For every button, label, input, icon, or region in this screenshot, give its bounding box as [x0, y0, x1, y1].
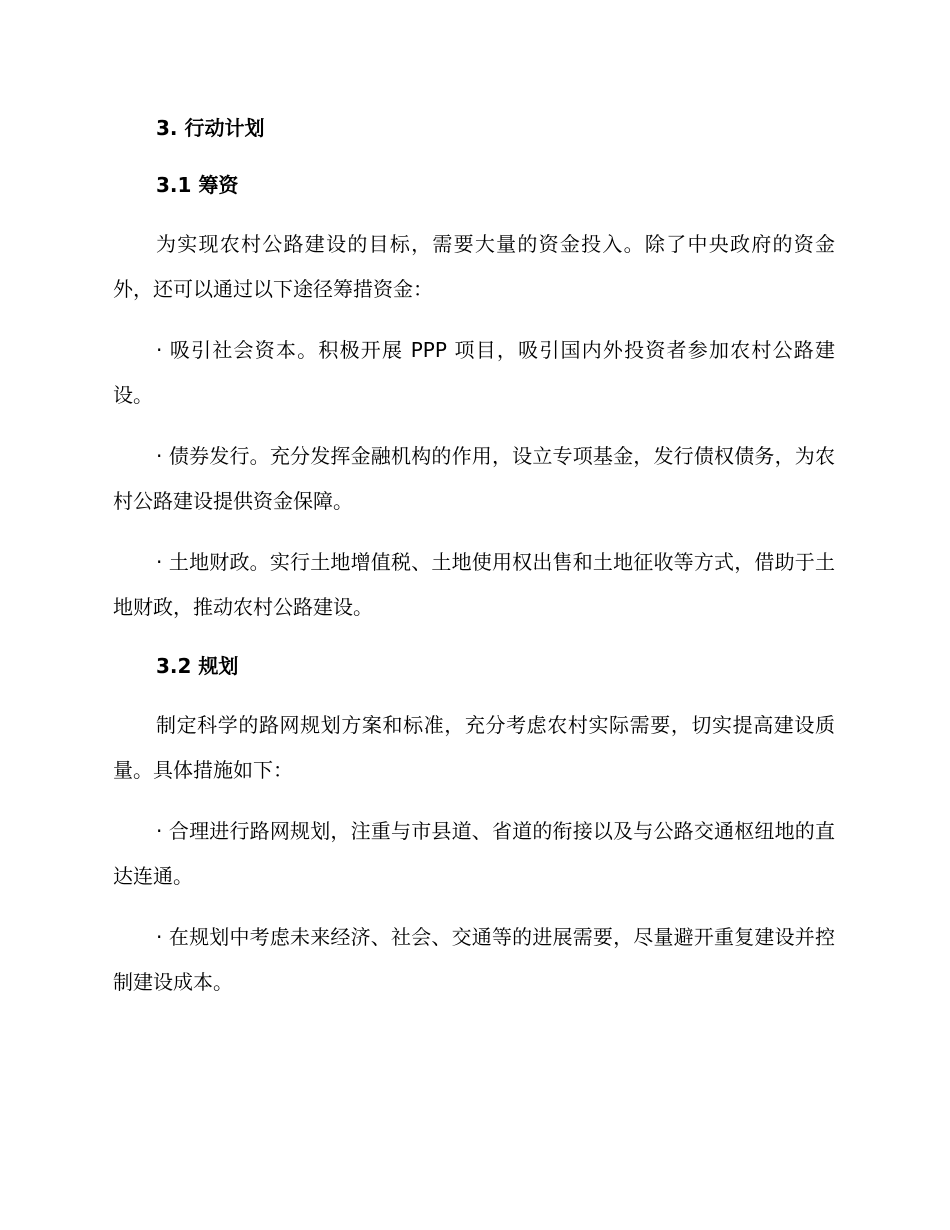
paragraph-planning-intro: 制定科学的路网规划方案和标准，充分考虑农村实际需要，切实提高建设质量。具体措施如下：: [113, 713, 835, 782]
bullet-bond-issuance: · 债券发行。充分发挥金融机构的作用，设立专项基金，发行债权债务，为农村公路建设提供资金保障。: [113, 444, 835, 513]
document-page: [113, 108, 835, 1021]
bullet-network-planning: · 合理进行路网规划，注重与市县道、省道的衔接以及与公路交通枢纽地的直达连通。: [113, 819, 835, 888]
paragraph-fundraising-intro: 为实现农村公路建设的目标，需要大量的资金投入。除了中央政府的资金外，还可以通过以下途径筹措资金：: [113, 232, 835, 301]
bullet-land-finance: · 土地财政。实行土地增值税、土地使用权出售和土地征收等方式，借助于土地财政，推动农村公路建设。: [113, 550, 835, 619]
bullet-social-capital: · 吸引社会资本。积极开展 PPP 项目，吸引国内外投资者参加农村公路建设。: [113, 338, 835, 407]
subsection-heading-fundraising: 3.1 筹资: [156, 173, 239, 197]
bullet-future-needs: · 在规划中考虑未来经济、社会、交通等的进展需要，尽量避开重复建设并控制建设成本。: [113, 925, 835, 994]
section-heading: 3. 行动计划: [156, 116, 265, 140]
subsection-heading-planning: 3.2 规划: [156, 654, 239, 678]
